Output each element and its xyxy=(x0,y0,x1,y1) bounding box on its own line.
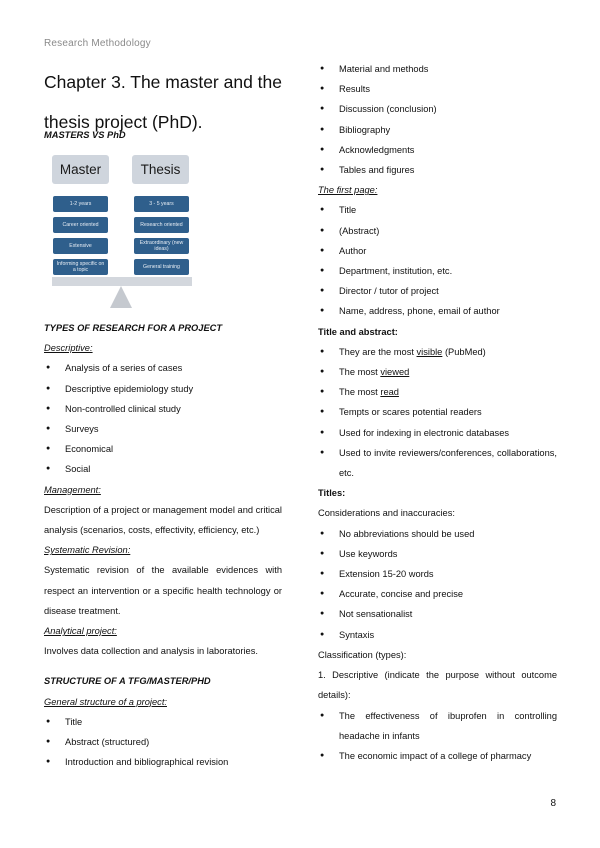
viewed-underlined: viewed xyxy=(380,367,410,378)
item-text: They are the most xyxy=(339,346,417,357)
right-column xyxy=(318,59,557,766)
item-text: (PubMed) xyxy=(442,346,486,357)
list-item: ● Name, address, phone, email of author xyxy=(318,301,557,321)
diagram-thesis-item: Extraordinary (new ideas) xyxy=(134,238,189,254)
titles-intro: Considerations and inaccuracies: xyxy=(318,508,455,519)
types-heading: TYPES OF RESEARCH FOR A PROJECT xyxy=(44,323,223,333)
read-underlined: read xyxy=(380,387,399,398)
list-item: ● Title xyxy=(44,712,282,732)
list-item: ● Material and methods xyxy=(318,59,557,79)
first-page-label: The first page: xyxy=(318,185,378,196)
masters-vs-phd-heading: MASTERS VS PhD xyxy=(44,130,126,140)
list-item: ● Acknowledgments xyxy=(318,140,557,160)
title-abstract-label: Title and abstract: xyxy=(318,326,398,337)
left-column-lower xyxy=(44,318,282,772)
management-text: Description of a project or management model and critical analysis (scenarios, costs, effectivity, efficiency, etc.) xyxy=(44,504,282,536)
list-item: ● Used for indexing in electronic databases xyxy=(318,423,557,443)
classification-item-1: 1. Descriptive (indicate the purpose without outcome details): xyxy=(318,670,557,701)
list-item xyxy=(318,342,557,362)
item-text: The most xyxy=(339,387,381,398)
list-item: ● Non-controlled clinical study xyxy=(44,399,282,419)
list-item: ● Extension 15-20 words xyxy=(318,564,557,584)
systematic-label: Systematic Revision: xyxy=(44,545,131,556)
list-item: ● Results xyxy=(318,79,557,99)
running-header: Research Methodology xyxy=(44,38,151,49)
list-item: ● Bibliography xyxy=(318,120,557,140)
page-number: 8 xyxy=(550,798,556,809)
descriptive-label: Descriptive: xyxy=(44,343,93,354)
diagram-master-item: 1-2 years xyxy=(53,196,108,212)
list-item: ● Discussion (conclusion) xyxy=(318,99,557,119)
first-page-list xyxy=(318,200,557,321)
list-item: ● Accurate, concise and precise xyxy=(318,584,557,604)
list-item: ● Title xyxy=(318,200,557,220)
diagram-master-header: Master xyxy=(52,155,109,184)
diagram-master-item: Career oriented xyxy=(53,217,108,233)
list-item: ● Surveys xyxy=(44,419,282,439)
titles-label: Titles: xyxy=(318,488,346,499)
list-item: ● Descriptive epidemiology study xyxy=(44,379,282,399)
list-item: ● Used to invite reviewers/conferences, collaborations, etc. xyxy=(318,443,557,483)
diagram-thesis-item: Research oriented xyxy=(134,217,189,233)
systematic-text: Systematic revision of the available evidences with respect an intervention or a specific health technology or disease treatment. xyxy=(44,565,282,616)
list-item: ● Tables and figures xyxy=(318,160,557,180)
diagram-master-item: Extensive xyxy=(53,238,108,254)
analytical-label: Analytical project: xyxy=(44,626,117,637)
list-item xyxy=(318,362,557,382)
classification-sub-list xyxy=(318,706,557,767)
list-item: ● Department, institution, etc. xyxy=(318,261,557,281)
title-abstract-list xyxy=(318,342,557,483)
list-item: ● (Abstract) xyxy=(318,221,557,241)
list-item: ● Analysis of a series of cases xyxy=(44,358,282,378)
general-structure-label: General structure of a project: xyxy=(44,696,167,707)
list-item: ● Tempts or scares potential readers xyxy=(318,402,557,422)
diagram-thesis-header: Thesis xyxy=(132,155,189,184)
list-item: ● The economic impact of a college of pharmacy xyxy=(318,746,557,766)
item-text: The most xyxy=(339,367,381,378)
classification-label: Classification (types): xyxy=(318,649,407,660)
list-item: ● Author xyxy=(318,241,557,261)
diagram-master-item: Informing specific on a topic xyxy=(53,259,108,275)
list-item: ● The effectiveness of ibuprofen in controlling headache in infants xyxy=(318,706,557,746)
descriptive-list xyxy=(44,358,282,479)
list-item: ● Social xyxy=(44,459,282,479)
chapter-title: Chapter 3. The master and the thesis project (PhD). xyxy=(44,72,283,132)
visible-underlined: visible xyxy=(416,346,443,357)
list-item: ● Syntaxis xyxy=(318,625,557,645)
general-structure-list xyxy=(44,712,282,773)
analytical-text: Involves data collection and analysis in laboratories. xyxy=(44,646,258,657)
diagram-thesis-item: General training xyxy=(134,259,189,275)
list-item: ● No abbreviations should be used xyxy=(318,524,557,544)
list-item: ● Economical xyxy=(44,439,282,459)
list-item: ● Director / tutor of project xyxy=(318,281,557,301)
master-vs-thesis-diagram xyxy=(52,155,192,313)
list-item: ● Abstract (structured) xyxy=(44,732,282,752)
structure-continued-list xyxy=(318,59,557,180)
diagram-balance-beam xyxy=(52,277,192,286)
management-label: Management: xyxy=(44,484,101,495)
structure-heading: STRUCTURE OF A TFG/MASTER/PHD xyxy=(44,676,211,687)
diagram-fulcrum xyxy=(110,286,132,308)
list-item: ● Introduction and bibliographical revision xyxy=(44,752,282,772)
list-item: ● Use keywords xyxy=(318,544,557,564)
list-item: ● Not sensationalist xyxy=(318,604,557,624)
titles-list xyxy=(318,524,557,645)
list-item xyxy=(318,382,557,402)
diagram-thesis-item: 3 - 5 years xyxy=(134,196,189,212)
